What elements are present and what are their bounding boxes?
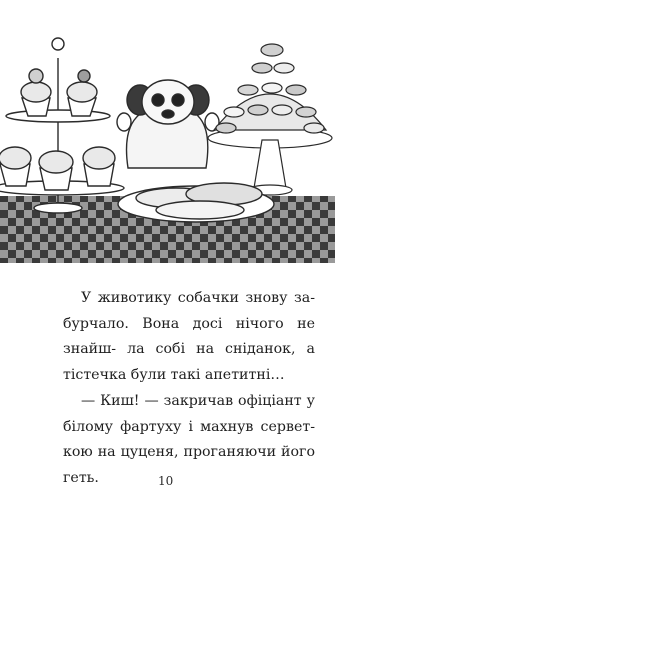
dog-bakery-illustration <box>0 18 335 263</box>
left-page <box>0 0 335 508</box>
paragraph <box>63 286 315 389</box>
text-line: — Киш! — закричав офіціант <box>81 392 302 409</box>
pastry-plate <box>118 183 274 222</box>
cupcake-stand <box>0 38 124 213</box>
text-line: ла собі на сніданок, а тістечка були <box>63 341 315 384</box>
page-number: 10 <box>158 474 174 488</box>
text-line: такі апетитні… <box>170 367 285 384</box>
right-page <box>336 0 671 508</box>
text-line: геть. <box>63 469 99 486</box>
macaron-tower <box>208 44 332 195</box>
text-line: кою на цуценя, проганяючи його <box>63 444 315 461</box>
text-line: у білому фартуху і махнув сервет- <box>63 392 315 435</box>
paragraph <box>63 389 315 492</box>
text-line: У животику собачки знову за- <box>81 290 315 306</box>
left-page-text <box>63 286 315 492</box>
text-line: бурчало. Вона досі нічого не знайш- <box>63 315 315 358</box>
puppy <box>117 80 219 168</box>
